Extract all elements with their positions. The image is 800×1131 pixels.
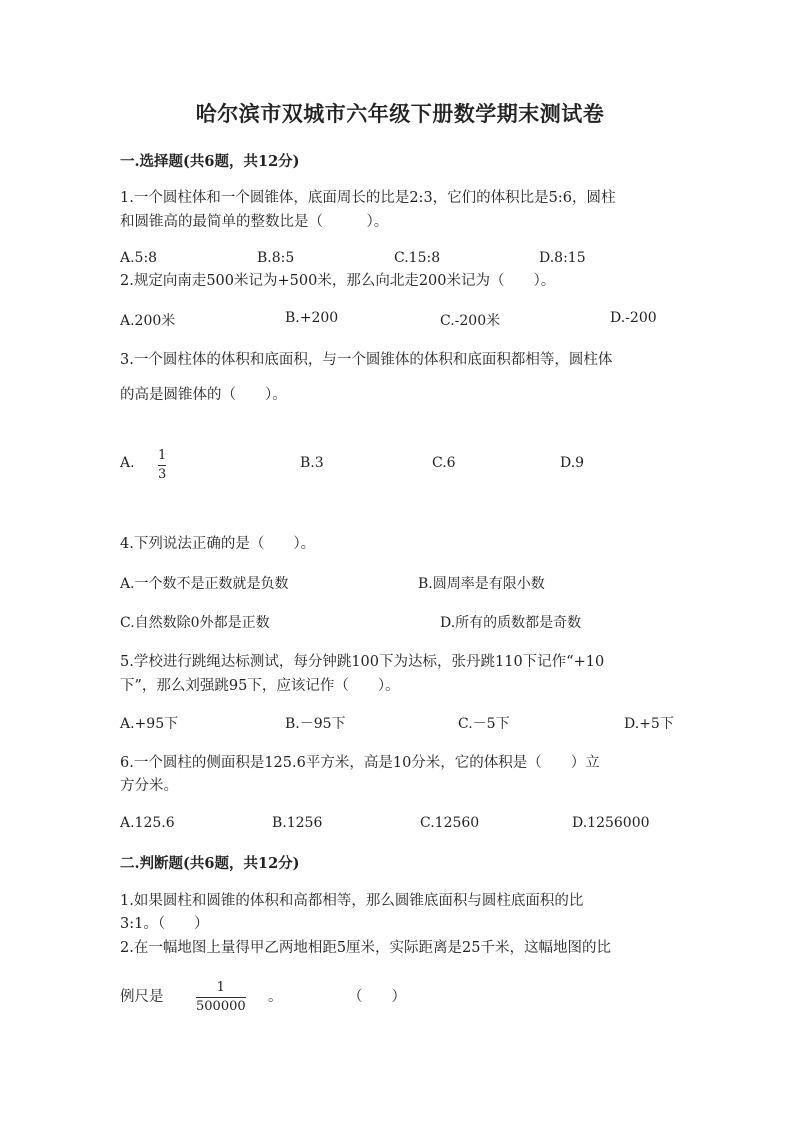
fraction-bar — [196, 997, 246, 998]
fraction-denominator: 3 — [158, 467, 167, 482]
question-2-option-d: D.-200 — [610, 310, 657, 326]
fraction-numerator: 1 — [158, 448, 167, 463]
question-5-option-d: D.+5下 — [624, 716, 674, 732]
judge-1-line-1: 1.如果圆柱和圆锥的体积和高都相等，那么圆锥底面积与圆柱底面积的比 — [120, 893, 584, 909]
page-title: 哈尔滨市双城市六年级下册数学期末测试卷 — [195, 101, 605, 126]
question-3-option-a-fraction — [158, 448, 166, 483]
question-5-line-1: 5.学校进行跳绳达标测试，每分钟跳100下为达标，张丹跳110下记作“+10 — [120, 654, 605, 670]
judge-1-line-2: 3:1。（ ） — [120, 916, 209, 932]
question-2-option-c: C.-200米 — [440, 313, 501, 329]
question-5-option-a: A.+95下 — [120, 716, 179, 732]
question-4-line-1: 4.下列说法正确的是（ ）。 — [120, 536, 316, 552]
question-1-option-b: B.8:5 — [257, 250, 295, 266]
question-6-option-c: C.12560 — [420, 815, 480, 831]
question-4-option-a: A.一个数不是正数就是负数 — [120, 576, 289, 592]
question-6-option-d: D.1256000 — [572, 815, 650, 831]
question-6-line-2: 方分米。 — [120, 778, 178, 794]
judge-2-fraction — [196, 980, 246, 1015]
question-4-option-b: B.圆周率是有限小数 — [418, 576, 545, 592]
question-6-option-a: A.125.6 — [120, 815, 175, 831]
question-3-option-b: B.3 — [300, 455, 324, 471]
question-6-line-1: 6.一个圆柱的侧面积是125.6平方米，高是10分米，它的体积是（ ）立 — [120, 755, 600, 771]
question-3-option-c: C.6 — [432, 455, 456, 471]
question-2-line-1: 2.规定向南走500米记为+500米，那么向北走200米记为（ ）。 — [120, 273, 556, 289]
fraction-numerator: 1 — [216, 980, 225, 995]
question-2-option-a: A.200米 — [120, 313, 176, 329]
question-1-line-2: 和圆锥高的最简单的整数比是（ ）。 — [120, 214, 389, 230]
question-4-option-c: C.自然数除0外都是正数 — [120, 615, 270, 631]
question-3-option-d: D.9 — [560, 455, 585, 471]
judge-2-answer-blank: （ ） — [348, 989, 406, 1005]
question-1-option-d: D.8:15 — [539, 250, 586, 266]
question-6-option-b: B.1256 — [272, 815, 323, 831]
question-3-line-2: 的高是圆锥体的（ ）。 — [120, 387, 287, 403]
question-5-option-c: C.－5下 — [458, 716, 510, 732]
fraction-bar — [158, 465, 166, 466]
question-5-option-b: B.－95下 — [285, 716, 346, 732]
judge-2-line-2-suffix: 。 — [268, 989, 283, 1005]
question-3-option-a-label: A. — [120, 455, 135, 471]
question-1-line-1: 1.一个圆柱体和一个圆锥体，底面周长的比是2:3，它们的体积比是5:6，圆柱 — [120, 190, 616, 206]
question-1-option-c: C.15:8 — [394, 250, 441, 266]
question-5-line-2: 下”，那么刘强跳95下，应该记作（ ）。 — [120, 678, 400, 694]
judge-2-line-1: 2.在一幅地图上量得甲乙两地相距5厘米，实际距离是25千米，这幅地图的比 — [120, 940, 612, 956]
question-4-option-d: D.所有的质数都是奇数 — [440, 615, 582, 631]
question-1-option-a: A.5:8 — [120, 250, 158, 266]
section-heading-true-false: 二.判断题(共6题，共12分) — [120, 855, 300, 872]
fraction-denominator: 500000 — [196, 999, 246, 1014]
question-3-line-1: 3.一个圆柱体的体积和底面积，与一个圆锥体的体积和底面积都相等，圆柱体 — [120, 352, 613, 368]
section-heading-choice: 一.选择题(共6题，共12分) — [120, 153, 300, 170]
judge-2-line-2-prefix: 例尺是 — [120, 989, 164, 1005]
question-2-option-b: B.+200 — [285, 310, 339, 326]
